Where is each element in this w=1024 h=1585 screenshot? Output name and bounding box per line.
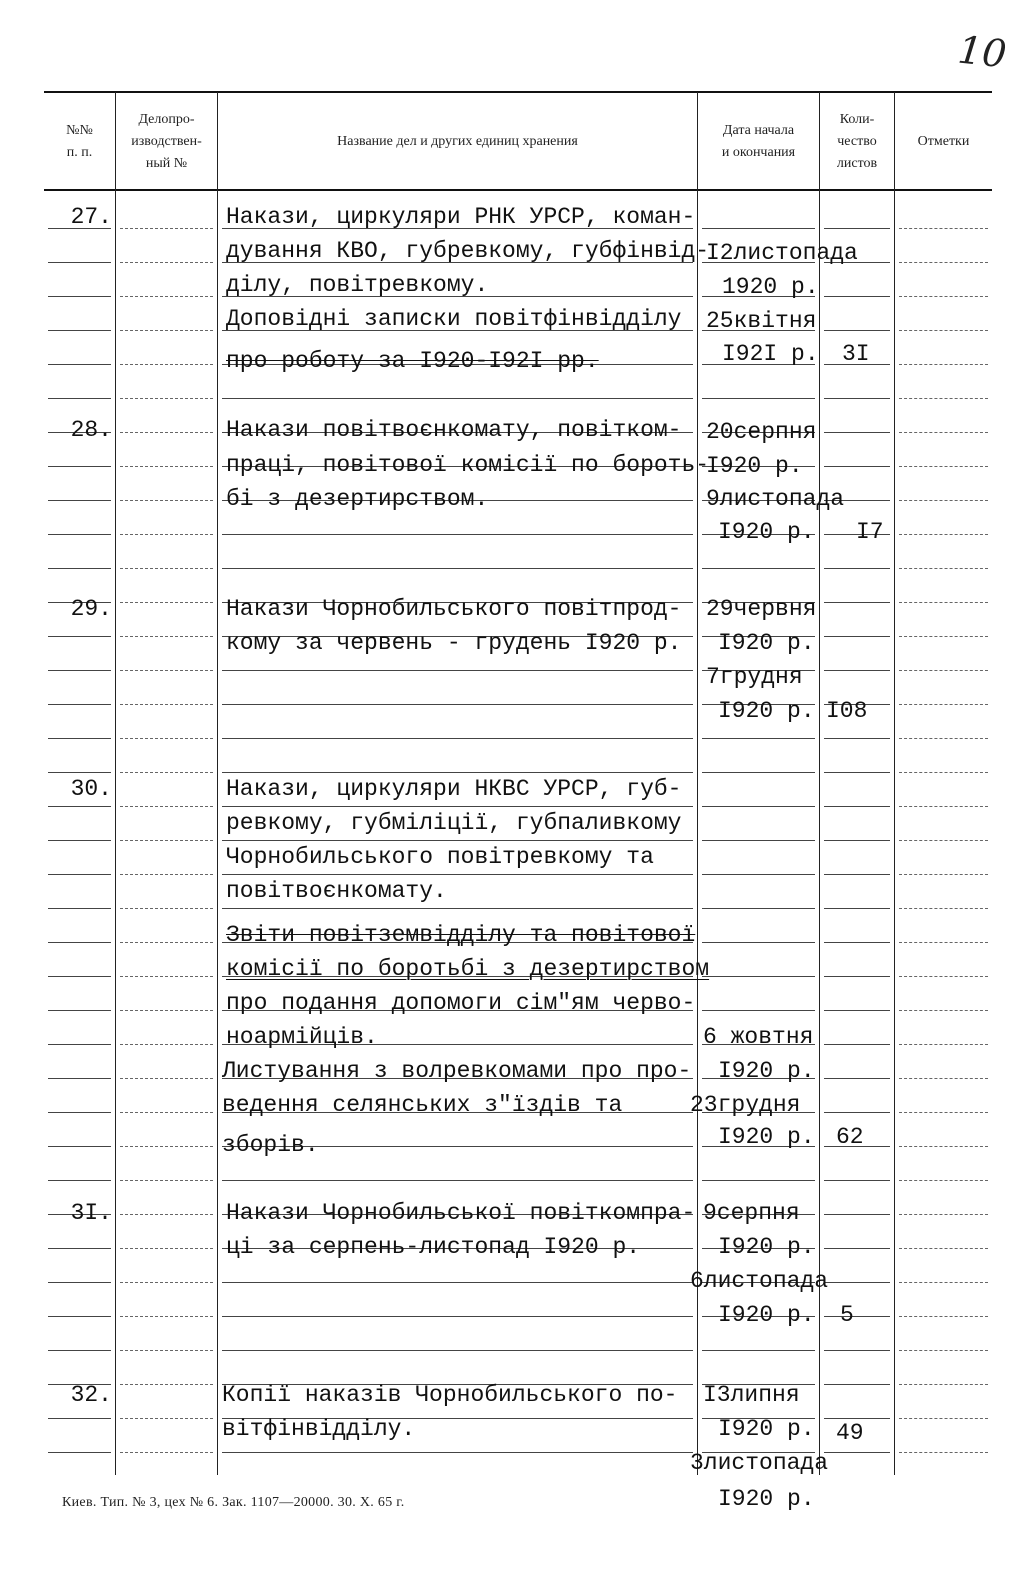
ruled-line (48, 636, 111, 637)
ruled-line (824, 908, 890, 909)
ruled-line (120, 1112, 213, 1113)
ruled-line (120, 806, 213, 807)
ruled-line (48, 1112, 111, 1113)
ruled-line (48, 1350, 111, 1351)
ruled-line (48, 1418, 111, 1419)
ruled-line (899, 840, 988, 841)
ruled-line (824, 330, 890, 331)
entry-sheet-count: 62 (836, 1124, 864, 1150)
ruled-line (120, 840, 213, 841)
ruled-line (899, 1452, 988, 1453)
ruled-line (702, 942, 815, 943)
ruled-line (120, 432, 213, 433)
ruled-line (824, 1078, 890, 1079)
ruled-line (702, 874, 815, 875)
header-notes: Отметки (917, 134, 970, 150)
ruled-line (824, 840, 890, 841)
ruled-line (824, 602, 890, 603)
ruled-line (48, 942, 111, 943)
ruled-line (222, 568, 693, 569)
entry-title-line: Чорнобильського повітревкому та (226, 844, 654, 870)
ruled-line (824, 296, 890, 297)
ruled-line (48, 296, 111, 297)
entry-date-start: 9серпня (703, 1200, 800, 1226)
ruled-line (48, 1078, 111, 1079)
ruled-line (899, 466, 988, 467)
ruled-line (824, 874, 890, 875)
header-sheets: Коли- чество листов (836, 112, 878, 171)
entry-number: 30. (70, 776, 112, 802)
ruled-line (899, 1078, 988, 1079)
ruled-line (222, 806, 693, 807)
entry-title-line: Накази Чорнобильського повітпрод- (226, 596, 682, 622)
ruled-line (899, 568, 988, 569)
ruled-line (48, 1010, 111, 1011)
entry-title-line: Накази Чорнобильської повіткомпра- (226, 1200, 696, 1226)
ruled-line (120, 670, 213, 671)
ruled-line (702, 568, 815, 569)
ruled-line (120, 772, 213, 773)
column-divider (217, 92, 218, 1475)
ruled-line (120, 398, 213, 399)
ruled-line (824, 1350, 890, 1351)
ruled-line (222, 908, 693, 909)
printer-imprint: Киев. Тип. № 3, цех № 6. Зак. 1107—20000. 30. X. 65 г. (62, 1495, 405, 1510)
ruled-line (702, 1010, 815, 1011)
entry-date-end: 6листопада (690, 1268, 829, 1294)
page-number: 10 (955, 27, 1009, 77)
ruled-line (48, 568, 111, 569)
ruled-line (48, 262, 111, 263)
ruled-line (222, 1282, 693, 1283)
ruled-line (899, 874, 988, 875)
ruled-line (120, 1452, 213, 1453)
ruled-line (120, 568, 213, 569)
ruled-line (222, 772, 693, 773)
entry-title-line: ревкому, губміліції, губпаливкому (226, 810, 682, 836)
ruled-line (899, 976, 988, 977)
entry-title-line: про подання допомоги сім"ям черво- (226, 990, 696, 1016)
ruled-line (120, 1248, 213, 1249)
ruled-line (899, 704, 988, 705)
ruled-line (899, 772, 988, 773)
ruled-line (899, 670, 988, 671)
entry-date-start-year: I920 р. (718, 1234, 815, 1260)
header-number: №№ п. п. (66, 123, 93, 160)
ruled-line (120, 976, 213, 977)
ruled-line (899, 364, 988, 365)
entry-date-start: 6 жовтня (703, 1024, 814, 1050)
ruled-line (120, 364, 213, 365)
ruled-line (702, 976, 815, 977)
ruled-line (899, 262, 988, 263)
ruled-line (899, 602, 988, 603)
ruled-line (48, 806, 111, 807)
ruled-line (899, 1418, 988, 1419)
entry-number: 28. (70, 417, 112, 443)
ruled-line (824, 1248, 890, 1249)
ruled-line (824, 1316, 890, 1317)
ruled-line (120, 908, 213, 909)
ruled-line (120, 1078, 213, 1079)
ruled-line (222, 670, 693, 671)
entry-title-line: ці за серпень-листопад I920 р. (226, 1234, 641, 1260)
ruled-line (48, 1044, 111, 1045)
ruled-line (702, 1350, 815, 1351)
entry-title-line: ведення селянських з"їздів та (222, 1092, 623, 1118)
ruled-line (120, 1384, 213, 1385)
entry-date-start: I2листопада (706, 240, 858, 266)
entry-title-line: вітфінвідділу. (222, 1416, 416, 1442)
ruled-line (899, 1248, 988, 1249)
entry-title-line: повітвоєнкомату. (226, 878, 447, 904)
ruled-line (48, 704, 111, 705)
entry-date-end-year: I920 р. (718, 698, 815, 724)
ruled-line (120, 228, 213, 229)
entry-title-line: ділу, повітревкому. (226, 272, 489, 298)
ruled-line (222, 534, 693, 535)
ruled-line (702, 772, 815, 773)
ruled-line (899, 908, 988, 909)
ruled-line (824, 806, 890, 807)
ruled-line (222, 1180, 693, 1181)
ruled-line (222, 398, 693, 399)
ruled-line (824, 1282, 890, 1283)
ruled-line (120, 942, 213, 943)
ruled-line (120, 636, 213, 637)
ruled-line (48, 1146, 111, 1147)
ruled-line (702, 228, 815, 229)
entry-date-end: 9листопада (706, 486, 845, 512)
ruled-line (899, 806, 988, 807)
entry-date-start-year: I920 р. (706, 453, 803, 479)
ruled-line (120, 1418, 213, 1419)
ruled-line (222, 704, 693, 705)
entry-title-line: Листування з волревкомами про про- (222, 1058, 692, 1084)
entry-sheet-count: I7 (856, 519, 884, 545)
entry-date-end-year: I92I р. (722, 341, 819, 367)
ruled-line (899, 738, 988, 739)
ruled-line (120, 1146, 213, 1147)
entry-title-line: праці, повітової комісії по бороть- (226, 452, 710, 478)
ruled-line (824, 398, 890, 399)
ruled-line (702, 738, 815, 739)
entry-sheet-count: 5 (840, 1302, 854, 1328)
ruled-line (120, 1214, 213, 1215)
ruled-line (222, 1350, 693, 1351)
ruled-line (824, 1452, 890, 1453)
ruled-line (48, 1316, 111, 1317)
ruled-line (48, 738, 111, 739)
entry-title-line: Копії наказів Чорнобильського по- (222, 1382, 678, 1408)
entry-date-end: 3листопада (690, 1450, 829, 1476)
entry-number: 27. (70, 204, 112, 230)
entry-title-line: кому за червень - грудень I920 р. (226, 630, 682, 656)
ruled-line (48, 840, 111, 841)
ruled-line (48, 500, 111, 501)
ruled-line (120, 466, 213, 467)
ruled-line (899, 1044, 988, 1045)
ruled-line (48, 330, 111, 331)
ruled-line (824, 1044, 890, 1045)
ruled-line (702, 840, 815, 841)
header-title: Название дел и других единиц хранения (337, 134, 578, 150)
ruled-line (899, 1010, 988, 1011)
ruled-line (899, 1384, 988, 1385)
entry-number: 32. (70, 1382, 112, 1408)
ruled-line (120, 1282, 213, 1283)
ruled-line (48, 670, 111, 671)
ruled-line (899, 1350, 988, 1351)
ruled-line (120, 296, 213, 297)
ruled-line (120, 1180, 213, 1181)
entry-date-end-year: I920 р. (718, 1302, 815, 1328)
ruled-line (48, 1248, 111, 1249)
ruled-line (899, 942, 988, 943)
ruled-line (824, 942, 890, 943)
ruled-line (120, 738, 213, 739)
column-divider (894, 92, 895, 1475)
ruled-line (899, 1180, 988, 1181)
entry-title-line: Доповідні записки повітфінвідділу (226, 306, 682, 332)
ruled-line (824, 1010, 890, 1011)
ruled-line (899, 432, 988, 433)
ruled-line (899, 1316, 988, 1317)
entry-date-end-year: I920 р. (718, 1124, 815, 1150)
ruled-line (899, 500, 988, 501)
ruled-line (120, 500, 213, 501)
ruled-line (48, 534, 111, 535)
entry-title-line: ноармійців. (226, 1024, 378, 1050)
ruled-line (48, 908, 111, 909)
ruled-line (120, 1010, 213, 1011)
ruled-line (899, 228, 988, 229)
entry-date-start-year: 1920 р. (722, 274, 819, 300)
ruled-line (824, 1384, 890, 1385)
header-dates: Дата начала и окончания (721, 123, 796, 160)
entry-date-start: 20серпня (706, 419, 817, 445)
entry-date-start-year: I920 р. (718, 1416, 815, 1442)
entry-title-line: комісії по боротьбі з дезертирством (226, 956, 710, 982)
ruled-line (120, 1350, 213, 1351)
ruled-line (120, 874, 213, 875)
ruled-line (824, 1112, 890, 1113)
ruled-line (899, 296, 988, 297)
entry-title-line: Накази, циркуляри НКВС УРСР, губ- (226, 776, 682, 802)
entry-number: 3I. (70, 1200, 112, 1226)
entry-date-end: 25квітня (706, 308, 817, 334)
table-top-rule (44, 91, 992, 93)
entry-sheet-count: 3I (842, 341, 870, 367)
table-header-rule (44, 189, 992, 191)
entry-date-start: I3липня (703, 1382, 800, 1408)
ruled-line (824, 976, 890, 977)
entry-date-end-year: I920 р. (718, 519, 815, 545)
column-divider (115, 92, 116, 1475)
ruled-line (222, 874, 693, 875)
header-office-number: Делопро- изводствен- ный № (131, 112, 202, 171)
ruled-line (899, 636, 988, 637)
ruled-line (48, 398, 111, 399)
entry-sheet-count: 49 (836, 1420, 864, 1446)
ruled-line (824, 568, 890, 569)
ruled-line (48, 874, 111, 875)
ruled-line (222, 1316, 693, 1317)
entry-date-start-year: I920 р. (718, 1058, 815, 1084)
ruled-line (120, 330, 213, 331)
ruled-line (48, 466, 111, 467)
ruled-line (824, 466, 890, 467)
entry-title-line: про роботу за I920-I92I рр. (226, 348, 599, 374)
entry-sheet-count: I08 (826, 698, 868, 724)
ruled-line (824, 432, 890, 433)
ruled-line (899, 1214, 988, 1215)
entry-title-line: Звіти повітземвідділу та повітової (226, 922, 696, 948)
ruled-line (48, 1180, 111, 1181)
ruled-line (824, 1214, 890, 1215)
ruled-line (824, 636, 890, 637)
ruled-line (702, 398, 815, 399)
ruled-line (824, 738, 890, 739)
entry-date-end-year: I920 р. (718, 1486, 815, 1512)
ruled-line (899, 1112, 988, 1113)
ruled-line (222, 840, 693, 841)
ruled-line (824, 670, 890, 671)
ruled-line (899, 534, 988, 535)
entry-date-end: 23грудня (690, 1092, 801, 1118)
ruled-line (824, 228, 890, 229)
entry-date-start: 29червня (706, 596, 817, 622)
ruled-line (222, 738, 693, 739)
ruled-line (120, 1044, 213, 1045)
entry-date-end: 7грудня (706, 664, 803, 690)
entry-title-line: зборів. (222, 1132, 319, 1158)
entry-date-start-year: I920 р. (718, 630, 815, 656)
ruled-line (702, 806, 815, 807)
entry-title-line: Накази повітвоєнкомату, повітком- (226, 417, 682, 443)
ruled-line (824, 772, 890, 773)
entry-title-line: Накази, циркуляри РНК УРСР, коман- (226, 204, 696, 230)
ruled-line (899, 398, 988, 399)
ruled-line (899, 330, 988, 331)
entry-title-line: дування КВО, губревкому, губфінвід- (226, 238, 710, 264)
ruled-line (120, 602, 213, 603)
ruled-line (120, 534, 213, 535)
ruled-line (120, 704, 213, 705)
ruled-line (702, 1180, 815, 1181)
ruled-line (899, 1146, 988, 1147)
entry-number: 29. (70, 596, 112, 622)
ruled-line (48, 976, 111, 977)
ruled-line (899, 1282, 988, 1283)
entry-title-line: бі з дезертирством. (226, 486, 489, 512)
ruled-line (48, 772, 111, 773)
ruled-line (120, 1316, 213, 1317)
ruled-line (222, 1452, 693, 1453)
ruled-line (120, 262, 213, 263)
ruled-line (824, 1180, 890, 1181)
ruled-line (48, 1452, 111, 1453)
ruled-line (702, 908, 815, 909)
ruled-line (48, 364, 111, 365)
ruled-line (48, 1282, 111, 1283)
